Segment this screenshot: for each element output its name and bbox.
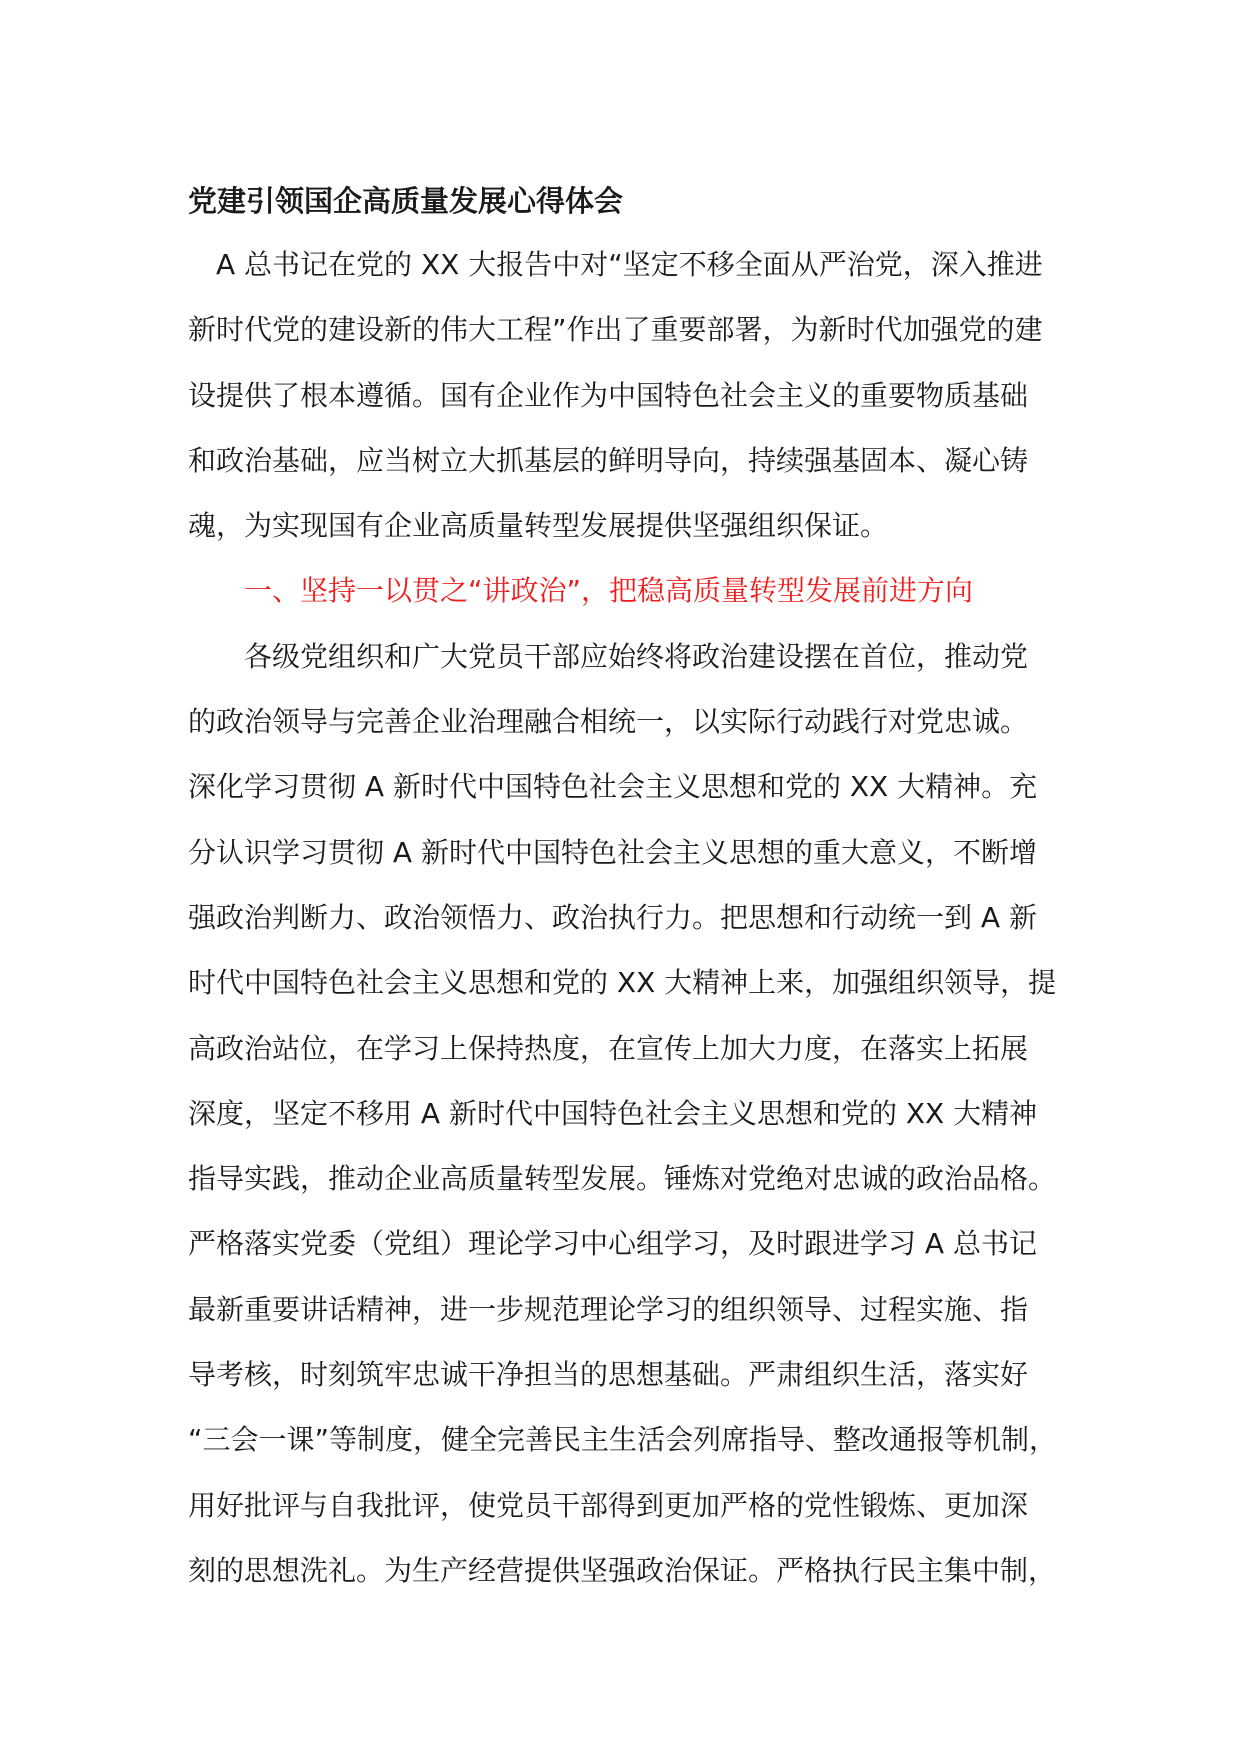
section-paragraph-line: 各级党组织和广大党员干部应始终将政治建设摆在首位，推动党 (244, 639, 1029, 673)
intro-paragraph-line: 设提供了根本遵循。国有企业作为中国特色社会主义的重要物质基础 (188, 378, 1029, 412)
document-body (188, 178, 1058, 1603)
intro-paragraph-line: 魂，为实现国有企业高质量转型发展提供坚强组织保证。 (188, 509, 889, 543)
section-paragraph-line: 导考核，时刻筑牢忠诚干净担当的思想基础。严肃组织生活，落实好 (188, 1358, 1029, 1392)
section-paragraph-line: 高政治站位，在学习上保持热度，在宣传上加大力度，在落实上拓展 (188, 1031, 1029, 1065)
section-paragraph-line: 的政治领导与完善企业治理融合相统一，以实际行动践行对党忠诚。 (188, 705, 1029, 739)
section-paragraph-line: 刻的思想洗礼。为生产经营提供坚强政治保证。严格执行民主集中制， (188, 1553, 1057, 1587)
intro-paragraph-line: 新时代党的建设新的伟大工程”作出了重要部署，为新时代加强党的建 (188, 313, 1043, 347)
section-paragraph-line: 严格落实党委（党组）理论学习中心组学习，及时跟进学习 A 总书记 (188, 1227, 1037, 1261)
section-heading-1: 一、坚持一以贯之“讲政治”，把稳高质量转型发展前进方向 (244, 574, 974, 608)
section-paragraph-line: “三会一课”等制度，健全完善民主生活会列席指导、整改通报等机制， (188, 1423, 1058, 1457)
section-paragraph-line: 用好批评与自我批评，使党员干部得到更加严格的党性锻炼、更加深 (188, 1488, 1029, 1522)
intro-paragraph-line: 和政治基础，应当树立大抓基层的鲜明导向，持续强基固本、凝心铸 (188, 443, 1029, 477)
section-paragraph-line: 分认识学习贯彻 A 新时代中国特色社会主义思想的重大意义，不断增 (188, 835, 1037, 869)
intro-paragraph-line: A 总书记在党的 XX 大报告中对“坚定不移全面从严治党，深入推进 (216, 248, 1043, 281)
section-paragraph-line: 最新重要讲话精神，进一步规范理论学习的组织领导、过程实施、指 (188, 1292, 1029, 1326)
document-title: 党建引领国企高质量发展心得体会 (188, 184, 624, 218)
section-paragraph-line: 指导实践，推动企业高质量转型发展。锤炼对党绝对忠诚的政治品格。 (188, 1162, 1057, 1196)
section-paragraph-line: 深度，坚定不移用 A 新时代中国特色社会主义思想和党的 XX 大精神 (188, 1096, 1038, 1130)
section-paragraph-line: 深化学习贯彻 A 新时代中国特色社会主义思想和党的 XX 大精神。充 (188, 770, 1038, 804)
section-paragraph-line: 时代中国特色社会主义思想和党的 XX 大精神上来，加强组织领导，提 (188, 966, 1057, 1000)
section-paragraph-line: 强政治判断力、政治领悟力、政治执行力。把思想和行动统一到 A 新 (188, 900, 1037, 934)
